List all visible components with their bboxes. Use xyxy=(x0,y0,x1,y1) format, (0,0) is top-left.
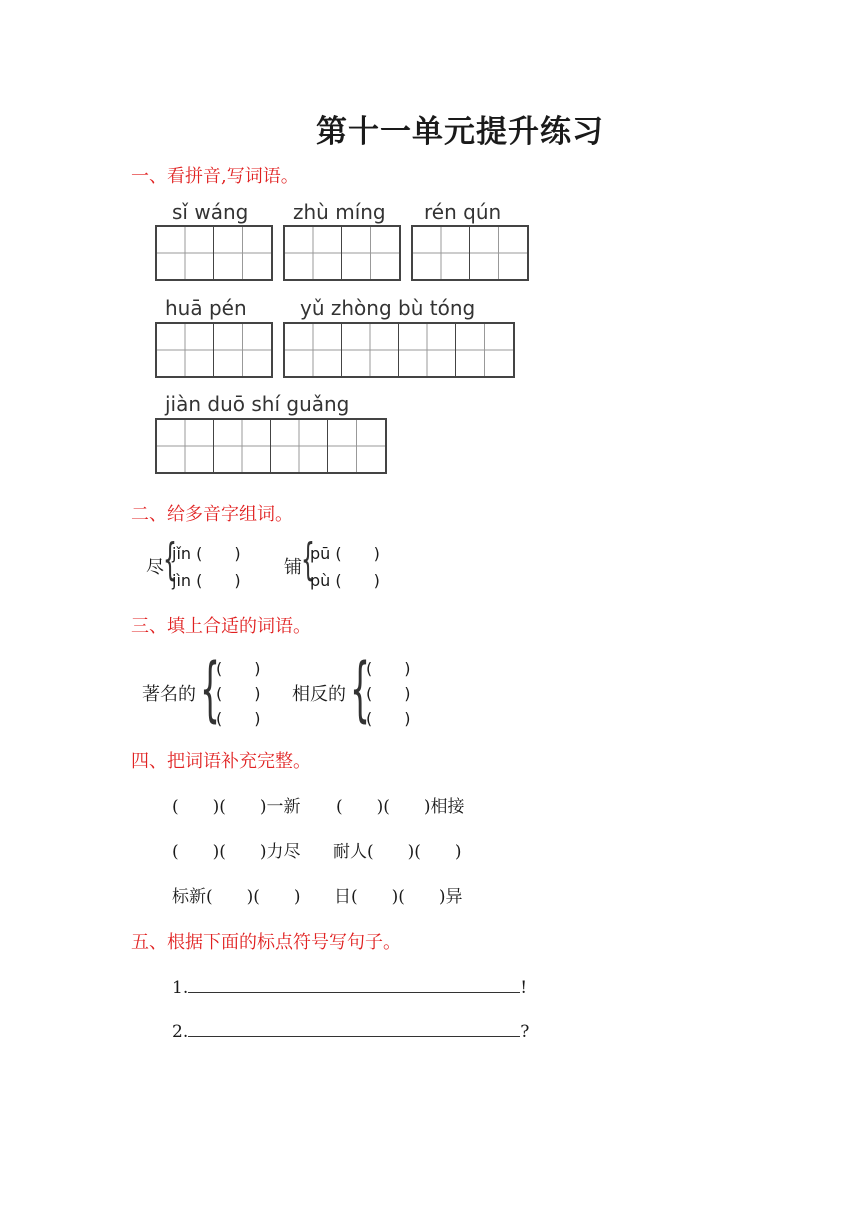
writing-grid[interactable] xyxy=(283,225,401,281)
polyphone-char: 尽 xyxy=(146,557,164,578)
pinyin-label: sǐ wáng xyxy=(172,200,249,224)
phrase-blank[interactable]: ( ) xyxy=(366,659,411,678)
phrase-blank[interactable]: ( ) xyxy=(216,709,261,728)
section-5-heading: 五、根据下面的标点符号写句子。 xyxy=(131,932,401,953)
polyphone-char: 铺 xyxy=(284,557,302,578)
brace-icon: { xyxy=(200,648,221,730)
sentence-underline[interactable] xyxy=(188,974,520,993)
idiom-blank[interactable]: ( )( )力尽 xyxy=(172,842,301,862)
phrase-blank[interactable]: ( ) xyxy=(366,709,411,728)
reading-blank[interactable]: jìn ( ) xyxy=(172,571,241,590)
phrase-blank[interactable]: ( ) xyxy=(216,659,261,678)
phrase-blank[interactable]: ( ) xyxy=(366,684,411,703)
writing-grid[interactable] xyxy=(283,322,515,378)
section-2-heading: 二、给多音字组词。 xyxy=(131,504,293,525)
idiom-blank[interactable]: ( )( )相接 xyxy=(336,797,465,817)
phrase-blank[interactable]: ( ) xyxy=(216,684,261,703)
idiom-blank[interactable]: ( )( )一新 xyxy=(172,797,301,817)
pinyin-label: yǔ zhòng bù tóng xyxy=(300,296,476,320)
brace-icon: { xyxy=(301,534,315,585)
sentence-line[interactable] xyxy=(172,1018,529,1042)
section-4-heading: 四、把词语补充完整。 xyxy=(131,751,311,772)
brace-icon: { xyxy=(350,648,371,730)
section-3-heading: 三、填上合适的词语。 xyxy=(131,616,311,637)
sentence-end-mark: ! xyxy=(520,978,528,998)
sentence-underline[interactable] xyxy=(188,1018,520,1037)
writing-grid[interactable] xyxy=(411,225,529,281)
sentence-line[interactable] xyxy=(172,974,527,998)
sentence-number: 1. xyxy=(172,978,189,998)
phrase-word: 相反的 xyxy=(292,684,346,705)
pinyin-label: zhù míng xyxy=(293,200,386,224)
writing-grid[interactable] xyxy=(155,225,273,281)
section-1-heading: 一、看拼音,写词语。 xyxy=(131,166,299,187)
sentence-end-mark: ? xyxy=(520,1022,530,1042)
writing-grid[interactable] xyxy=(155,322,273,378)
sentence-number: 2. xyxy=(172,1022,189,1042)
idiom-blank[interactable]: 耐人( )( ) xyxy=(333,842,462,862)
pinyin-label: rén qún xyxy=(424,200,502,224)
idiom-blank[interactable]: 日( )( )异 xyxy=(334,887,463,907)
pinyin-label: huā pén xyxy=(165,296,247,320)
pinyin-label: jiàn duō shí guǎng xyxy=(165,392,350,416)
writing-grid[interactable] xyxy=(155,418,387,474)
reading-blank[interactable]: pū ( ) xyxy=(310,544,380,563)
reading-blank[interactable]: pù ( ) xyxy=(310,571,380,590)
phrase-word: 著名的 xyxy=(142,684,196,705)
idiom-blank[interactable]: 标新( )( ) xyxy=(172,887,301,907)
reading-blank[interactable]: jǐn ( ) xyxy=(172,544,241,563)
brace-icon: { xyxy=(163,534,177,585)
page-title: 第十一单元提升练习 xyxy=(316,114,604,150)
